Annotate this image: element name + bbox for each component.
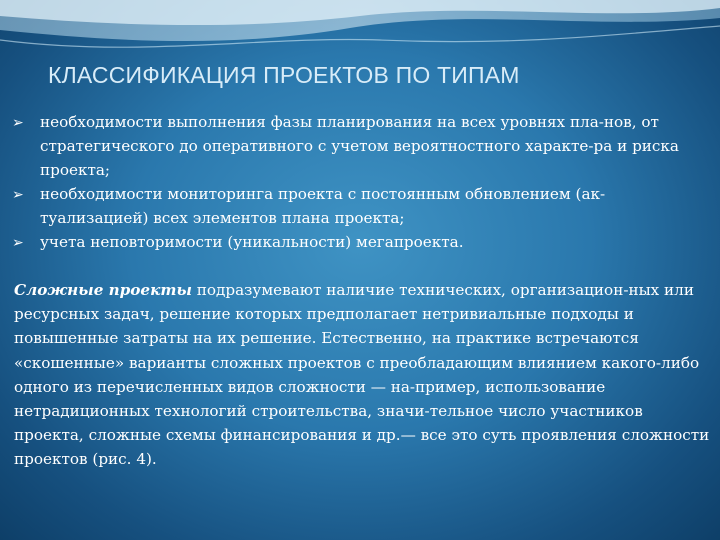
arrow-bullet-icon: ➢	[12, 115, 24, 131]
bullet-item	[12, 230, 712, 255]
bullet-text: необходимости выполнения фазы планирования на всех уровнях пла-нов, от стратегического до оперативного с учетом вероятностного характе-ра и риска проекта;	[40, 113, 679, 179]
bullet-item	[12, 110, 712, 182]
paragraph-text: подразумевают наличие технических, организацион-ных или ресурсных задач, решение которых предполагает нетривиальные подходы и повышенные затраты на их решение. Естественно, на практике встречаются «скошенные» варианты сложных проектов с преобладающим влиянием какого-либо одного из перечисленных видов сложности — на-пример, использование нетрадиционных технологий строительства, значи-тельное число участников проекта, сложные схемы финансирования и др.— все это суть проявления сложности проектов (рис. 4).	[14, 281, 710, 469]
body-paragraph	[14, 278, 714, 472]
arrow-bullet-icon: ➢	[12, 187, 24, 203]
slide-title: КЛАССИФИКАЦИЯ ПРОЕКТОВ ПО ТИПАМ	[48, 62, 520, 88]
bullet-list	[12, 110, 712, 255]
paragraph-lead: Сложные проекты	[14, 281, 192, 299]
arrow-bullet-icon: ➢	[12, 235, 24, 251]
bullet-text: учета неповторимости (уникальности) мегапроекта.	[40, 233, 464, 251]
bullet-item	[12, 182, 712, 230]
bullet-text: необходимости мониторинга проекта с постоянным обновлением (ак-туализацией) всех элементов плана проекта;	[40, 185, 606, 227]
